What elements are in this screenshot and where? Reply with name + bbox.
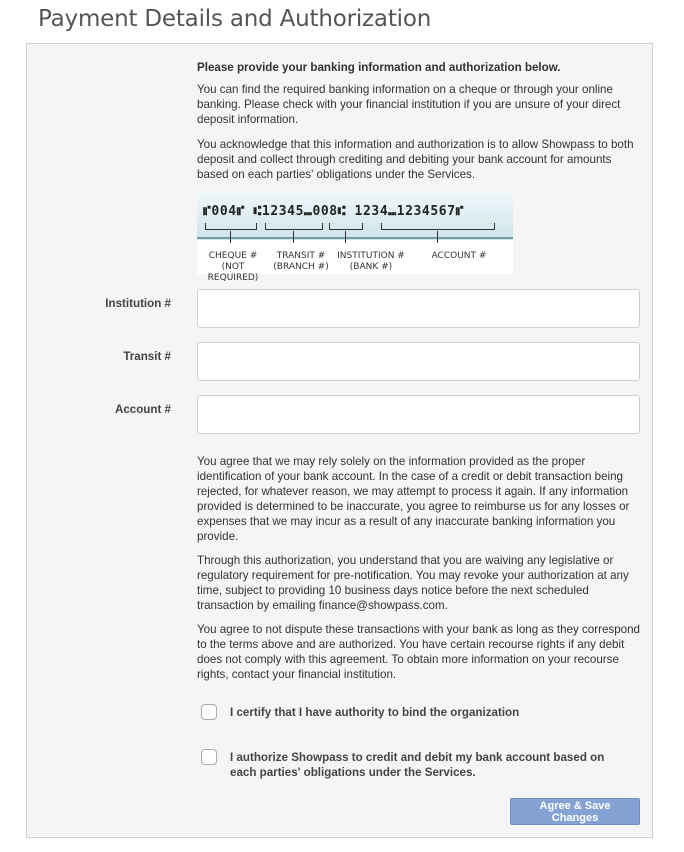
transit-number-label xyxy=(269,251,333,273)
cheque-bracket xyxy=(205,223,257,230)
payment-form-panel xyxy=(26,43,653,838)
terms-paragraph-reliance: You agree that we may rely solely on the information provided as the proper identification of your bank account. In the case of a credit or debit transaction being rejected, for whatever reason, we may attempt to process it again. If any information provided is determined to be inaccurate, you agree to reimburse us for any losses or expenses that we may incur as a result of any inaccurate banking information you provide. xyxy=(197,455,630,543)
page-title: Payment Details and Authorization xyxy=(38,6,432,32)
institution-bracket xyxy=(329,223,363,230)
certify-row[interactable] xyxy=(201,704,641,722)
acknowledgement-paragraph: You acknowledge that this information and authorization is to allow Showpass to both deposit and collect through crediting and debiting your bank account for amounts based on each parties' obligations under the Services. xyxy=(197,138,634,181)
intro-heading: Please provide your banking information and authorization below. xyxy=(197,61,561,74)
certify-checkbox[interactable] xyxy=(201,704,217,720)
certify-label[interactable]: I certify that I have authority to bind the organization xyxy=(230,706,520,719)
micr-line: ⑈004⑈ ⑆12345⑉008⑆ 1234⑉1234567⑈ xyxy=(203,204,465,219)
institution-number-note: (BANK #) xyxy=(349,262,393,272)
institution-number-label xyxy=(333,251,409,273)
authorize-checkbox[interactable] xyxy=(201,749,217,765)
terms-paragraph-waiver: Through this authorization, you understand that you are waiving any legislative or regulatory requirement for pre-notification. You may revoke your authorization at any time, subject to providing 10 business days notice before the next scheduled transaction by emailing finance@showpass.com. xyxy=(197,554,629,612)
authorize-row[interactable] xyxy=(201,749,641,781)
cheque-number-label xyxy=(197,251,269,284)
institution-stem xyxy=(345,231,346,243)
account-label: Account # xyxy=(114,403,171,416)
cheque-diagram xyxy=(197,190,513,283)
transit-number-note: (BRANCH #) xyxy=(273,262,329,272)
cheque-stem xyxy=(230,231,231,243)
transit-number-title: TRANSIT # xyxy=(276,251,326,261)
account-bracket xyxy=(381,223,495,230)
agree-save-button[interactable]: Agree & Save Changes xyxy=(510,798,640,825)
terms-paragraph-recourse: You agree to not dispute these transactions with your bank as long as they correspond to the terms above and are authorized. You have certain recourse rights if any debit does not comply with this agreement. To obtain more information on your recourse rights, contact your financial institution. xyxy=(197,623,640,681)
cheque-number-note: (NOT REQUIRED) xyxy=(207,262,259,283)
authorize-label[interactable]: I authorize Showpass to credit and debit my bank account based on each parties' obligations under the Services. xyxy=(230,751,605,779)
institution-number-title: INSTITUTION # xyxy=(337,251,405,261)
account-stem xyxy=(437,231,438,243)
cheque-edge xyxy=(197,237,513,239)
intro-paragraph: You can find the required banking information on a cheque or through your online banking. Please check with your financial institution if you are unsure of your direct deposit information. xyxy=(197,83,621,126)
transit-label: Transit # xyxy=(123,350,171,363)
institution-label: Institution # xyxy=(105,297,171,310)
transit-input[interactable] xyxy=(197,342,640,381)
account-input[interactable] xyxy=(197,395,640,434)
cheque-number-title: CHEQUE # xyxy=(208,251,258,261)
transit-bracket xyxy=(265,223,323,230)
transit-stem xyxy=(293,231,294,243)
account-number-label xyxy=(421,251,497,262)
institution-input[interactable] xyxy=(197,289,640,328)
account-number-title: ACCOUNT # xyxy=(431,251,487,261)
